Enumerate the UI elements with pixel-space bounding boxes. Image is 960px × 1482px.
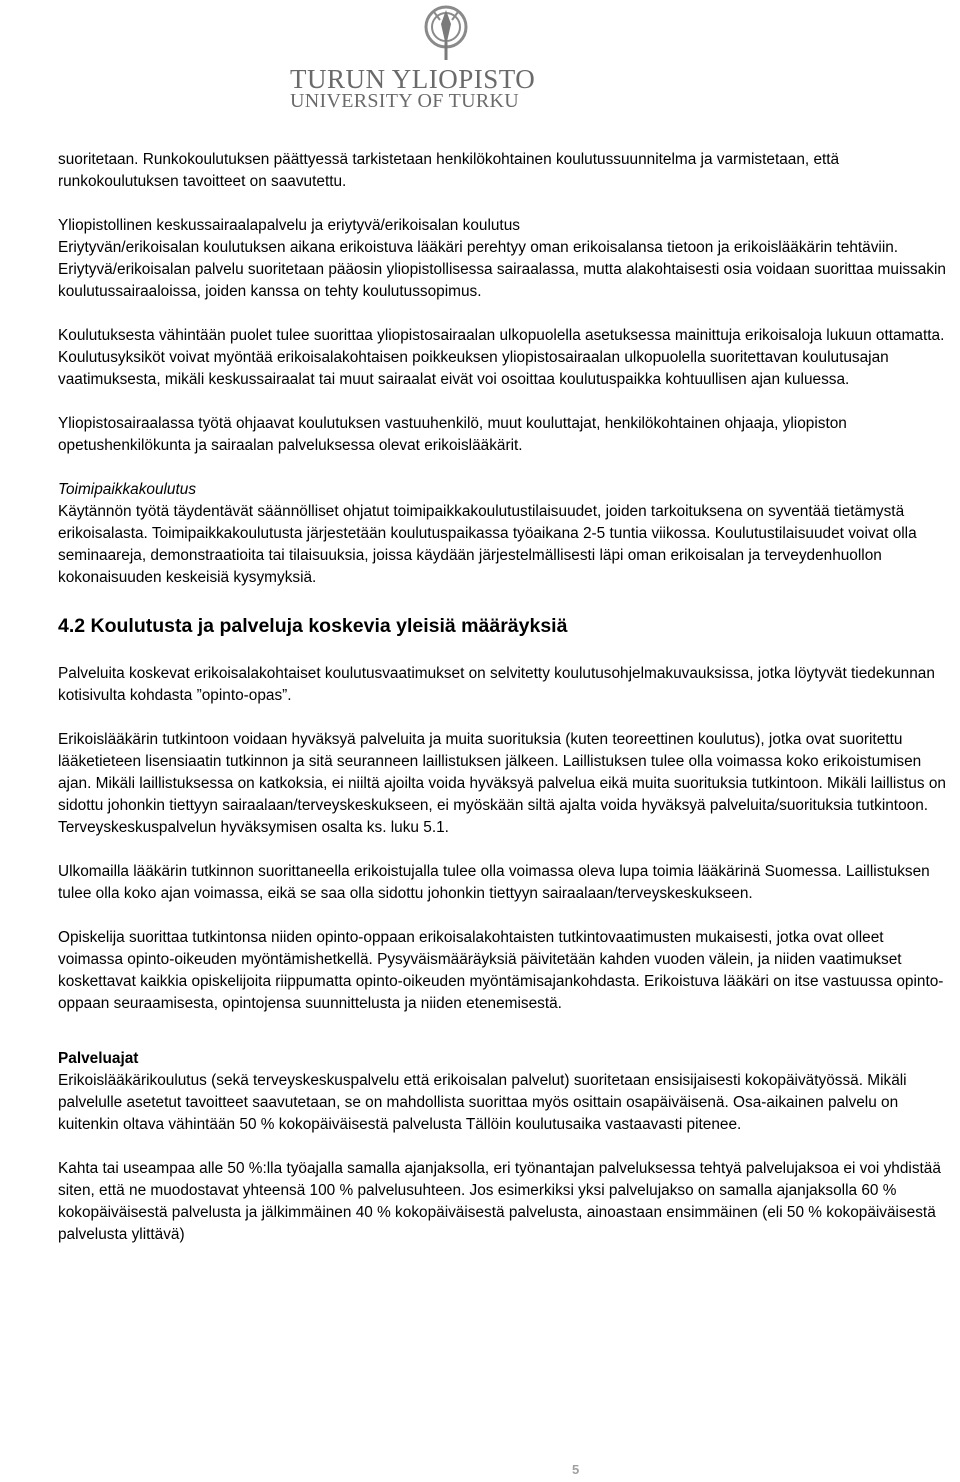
paragraph: Eriytyvän/erikoisalan koulutuksen aikana erikoistuva lääkäri perehtyy oman erikoisalansa tietoon ja erikoislääkärin tehtäviin. Eriytyvä/erikoisalan palvelu suoritetaan pääosin yliopistollisessa sairaalassa, mutta alakohtaisesti osia voidaan suorittaa muissakin koulutussairaaloissa, joiden kanssa on tehty koulutussopimus. [58,239,946,300]
paragraph: Palveluita koskevat erikoisalakohtaiset koulutusvaatimukset on selvitetty koulutusohjelmakuvauksissa, jotka löytyvät tiedekunnan kotisivulta kohdasta ”opinto-opas”. [58,665,935,704]
logo-name-english: UNIVERSITY OF TURKU [290,90,520,112]
page-number: 5 [572,1462,580,1477]
paragraph: Koulutuksesta vähintään puolet tulee suorittaa yliopistosairaalan ulkopuolella asetuksessa mainittuja erikoisaloja lukuun ottamatta. Koulutusyksiköt voivat myöntää erikoisalakohtaisen poikkeuksen yliopistosairaalan ulkopuolella suoritettavan koulutusajan vaatimuksesta, mikäli keskussairaalat tai muut sairaalat eivät voi osoittaa koulutuspaikka kohtuullisen ajan kuluessa. [58,327,945,388]
paragraph: suoritetaan. Runkokoulutuksen päättyessä tarkistetaan henkilökohtainen koulutussuunnitelma ja varmistetaan, että runkokoulutuksen tavoitteet on saavutettu. [58,151,840,190]
university-emblem-icon [424,2,468,64]
subheading-palveluajat: Palveluajat [58,1050,139,1067]
section-title: 4.2 Koulutusta ja palveluja koskevia yleisiä määräyksiä [58,615,568,637]
paragraph: Opiskelija suorittaa tutkintonsa niiden opinto-oppaan erikoisalakohtaisten tutkintovaatimusten mukaisesti, jotka ovat olleet voimassa opinto-oikeuden myöntämishetkellä. Pysyväismääräyksiä päivitetään kahden vuoden välein, ja niiden vaatimukset koskettavat kaikkia opiskelijoita riippumatta opinto-oikeuden myöntämisajankohdasta. Erikoistuva lääkäri on itse vastuussa opinto-oppaan seuraamisesta, opintojensa suunnittelusta ja niiden etenemisestä. [58,929,944,1012]
paragraph: Yliopistosairaalassa työtä ohjaavat koulutuksen vastuuhenkilö, muut kouluttajat, henkilökohtainen ohjaaja, yliopiston opetushenkilökunta ja sairaalan palveluksessa olevat erikoislääkärit. [58,415,847,454]
paragraph: Erikoislääkärikoulutus (sekä terveyskeskuspalvelu että erikoisalan palvelut) suoritetaan ensisijaisesti kokopäivätyössä. Mikäli palvelulle asetetut tavoitteet saavutetaan, se on mahdollista suorittaa myös osittain osapäiväisenä. Osa-aikainen palvelu on kuitenkin oltava vähintään 50 % kokopäiväisestä palvelusta Tällöin koulutusaika vastaavasti pitenee. [58,1072,907,1133]
logo-name-finnish: TURUN YLIOPISTO [290,64,536,94]
paragraph: Käytännön työtä täydentävät säännölliset ohjatut toimipaikkakoulutustilaisuudet, joiden tarkoituksena on syventää tietämystä erikoisalasta. Toimipaikkakoulutusta järjestetään koulutuspaikassa työaikana 2-5 tuntia viikossa. Koulutustilaisuudet voivat olla seminaareja, demonstraatioita tai tilaisuuksia, joissa käydään järjestelmällisesti läpi oman erikoisalan ja terveydenhuollon kokonaisuuden keskeisiä kysymyksiä. [58,503,917,586]
subheading-toimipaikkakoulutus: Toimipaikkakoulutus [58,481,197,498]
subheading: Yliopistollinen keskussairaalapalvelu ja eriytyvä/erikoisalan koulutus [58,217,520,234]
paragraph: Erikoislääkärin tutkintoon voidaan hyväksyä palveluita ja muita suorituksia (kuten teoreettinen koulutus), jotka ovat suoritettu lääketieteen lisensiaatin tutkinnon ja sitä seuranneen laillistuksen jälkeen. Laillistuksen tulee olla voimassa koko erikoistumisen ajan. Mikäli laillistuksessa on katkoksia, ei niiltä ajoilta voida hyväksyä palvelua eikä muita suorituksia tutkintoon. Mikäli laillistus on sidottu johonkin tiettyyn sairaalaan/terveyskeskukseen, ei myöskään siltä ajalta voida hyväksyä palveluita/suorituksia tutkintoon. Terveyskeskuspalvelun hyväksymisen osalta ks. luku 5.1. [58,731,946,836]
university-logo [288,0,536,120]
document-body [58,149,948,1246]
paragraph: Ulkomailla lääkärin tutkinnon suorittaneella erikoistujalla tulee olla voimassa oleva lupa toimia lääkärinä Suomessa. Laillistuksen tulee olla koko ajan voimassa, eikä se saa olla sidottu johonkin tiettyyn sairaalaan/terveyskeskukseen. [58,863,930,902]
paragraph: Kahta tai useampaa alle 50 %:lla työajalla samalla ajanjaksolla, eri työnantajan palveluksessa tehtyä palvelujaksoa ei voi yhdistää siten, että ne muodostavat yhteensä 100 % palvelusuhteen. Jos esimerkiksi yksi palvelujakso on samalla ajanjaksolla 60 % kokopäiväisestä palvelusta ja jälkimmäinen 40 % kokopäiväisestä palvelusta, ainoastaan ensimmäinen (eli 50 % kokopäiväisestä palvelusta ylittävä) [58,1160,941,1243]
